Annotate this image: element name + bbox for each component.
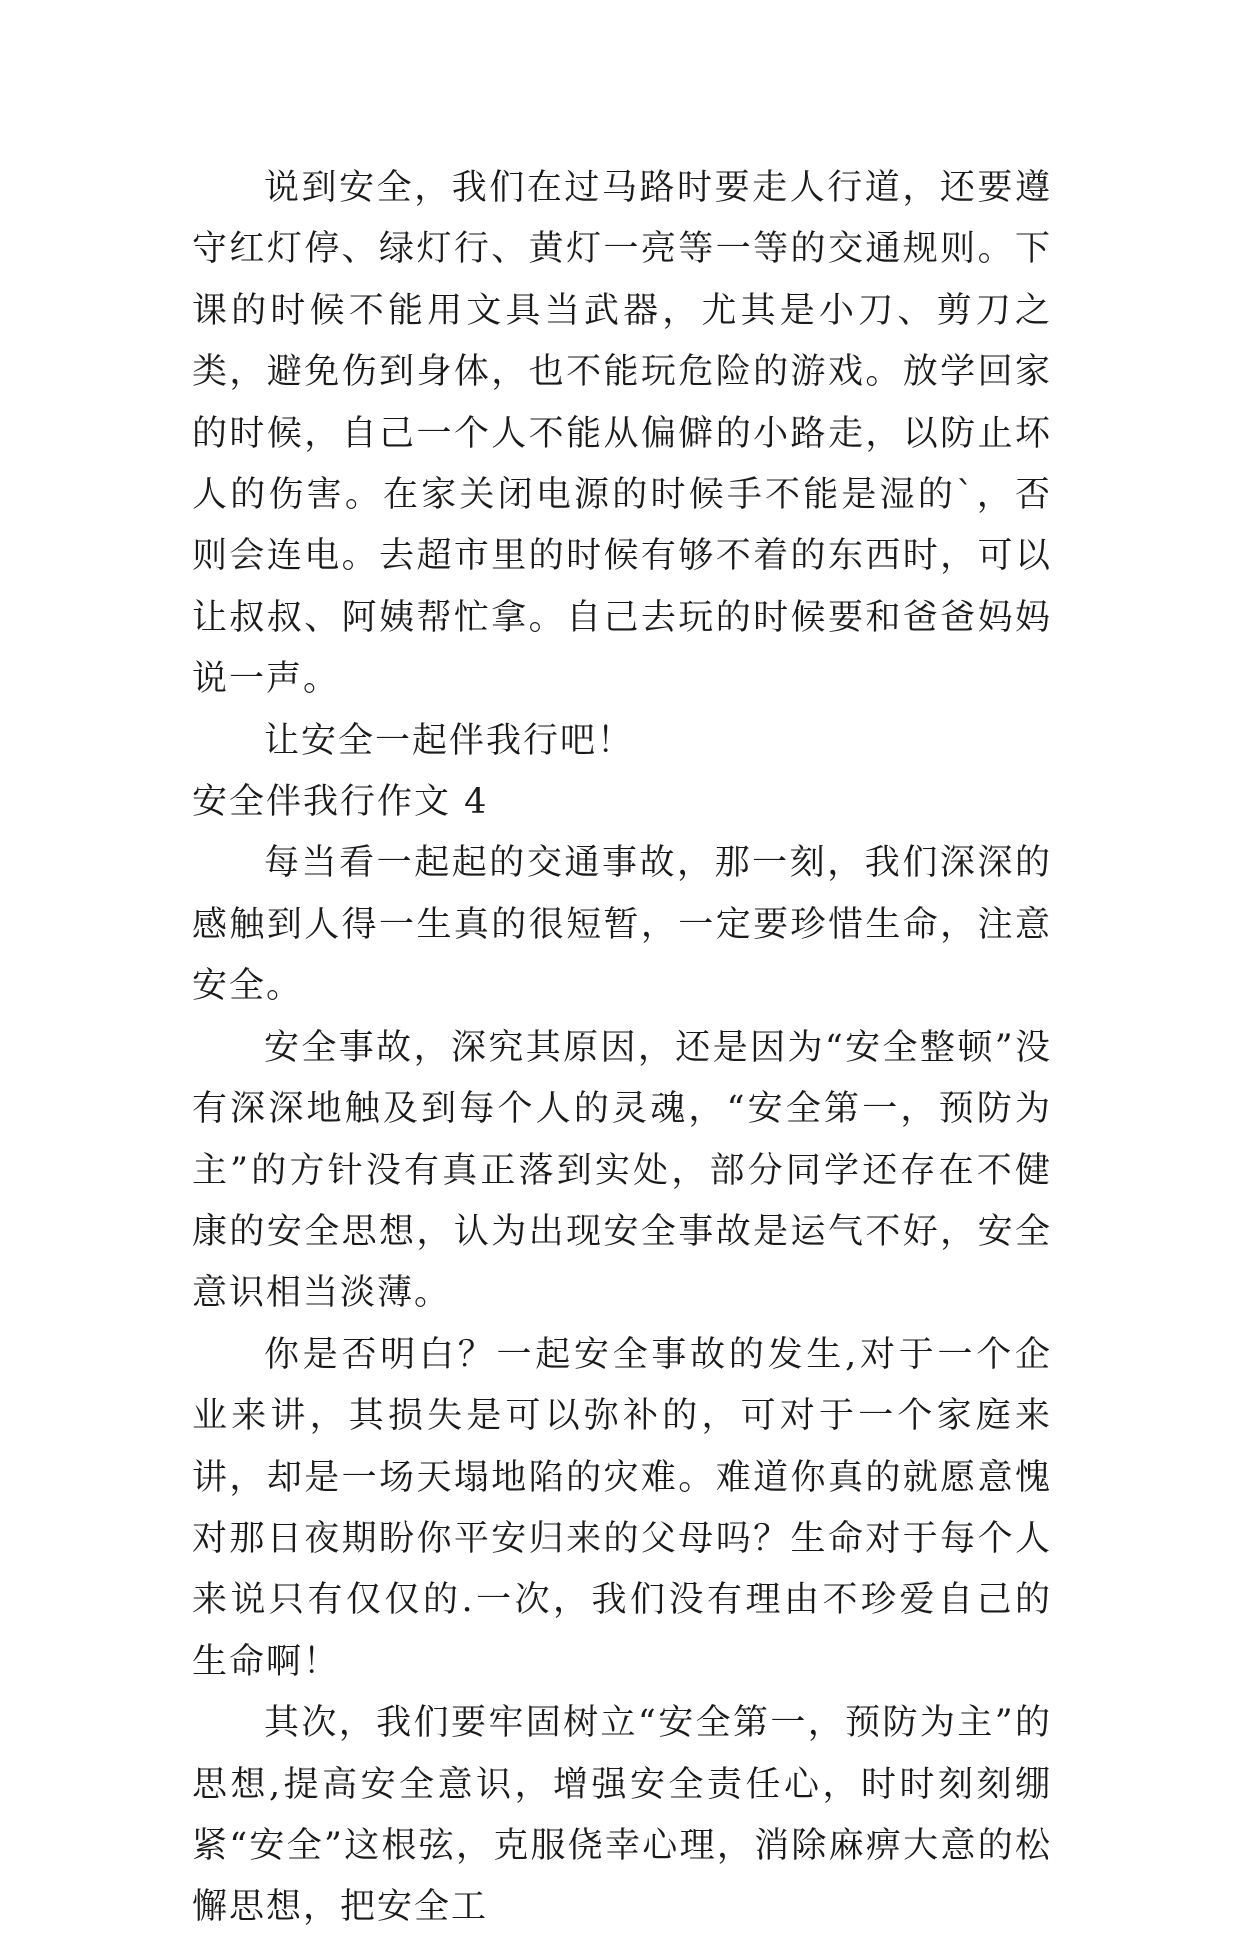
paragraph-family-loss: 你是否明白？一起安全事故的发生,对于一个企业来讲，其损失是可以弥补的，可对于一个家庭来讲，却是一场天塌地陷的灾难。难道你真的就愿意愧对那日夜期盼你平安归来的父母吗？生命对于每个人来说只有仅仅的.一次，我们没有理由不珍爱自己的生命啊！	[192, 1334, 1052, 1682]
paragraph-closing: 让安全一起伴我行吧！	[264, 720, 635, 761]
paragraph-accident-causes: 安全事故，深究其原因，还是因为“安全整顿”没有深深地触及到每个人的灵魂，“安全第一，预防为主”的方针没有真正落到实处，部分同学还存在不健康的安全思想，认为出现安全事故是运气不好，安全意识相当淡薄。	[192, 1027, 1052, 1314]
document-body	[192, 158, 1052, 1939]
paragraph-safety-awareness: 其次，我们要牢固树立“安全第一，预防为主”的思想,提高安全意识，增强安全责任心，时时刻刻绷紧“安全”这根弦，克服侥幸心理，消除麻痹大意的松懈思想，把安全工	[192, 1703, 1052, 1928]
essay-heading: 安全伴我行作文 4	[192, 782, 489, 823]
paragraph-traffic-accidents: 每当看一起起的交通事故，那一刻，我们深深的感触到人得一生真的很短暂，一定要珍惜生命，注意安全。	[192, 843, 1052, 1007]
paragraph-safety-rules: 说到安全，我们在过马路时要走人行道，还要遵守红灯停、绿灯行、黄灯一亮等一等的交通规则。下课的时候不能用文具当武器，尤其是小刀、剪刀之类，避免伤到身体，也不能玩危险的游戏。放学回家的时候，自己一个人不能从偏僻的小路走，以防止坏人的伤害。在家关闭电源的时候手不能是湿的`，否则会连电。去超市里的时候有够不着的东西时，可以让叔叔、阿姨帮忙拿。自己去玩的时候要和爸爸妈妈说一声。	[192, 168, 1052, 700]
